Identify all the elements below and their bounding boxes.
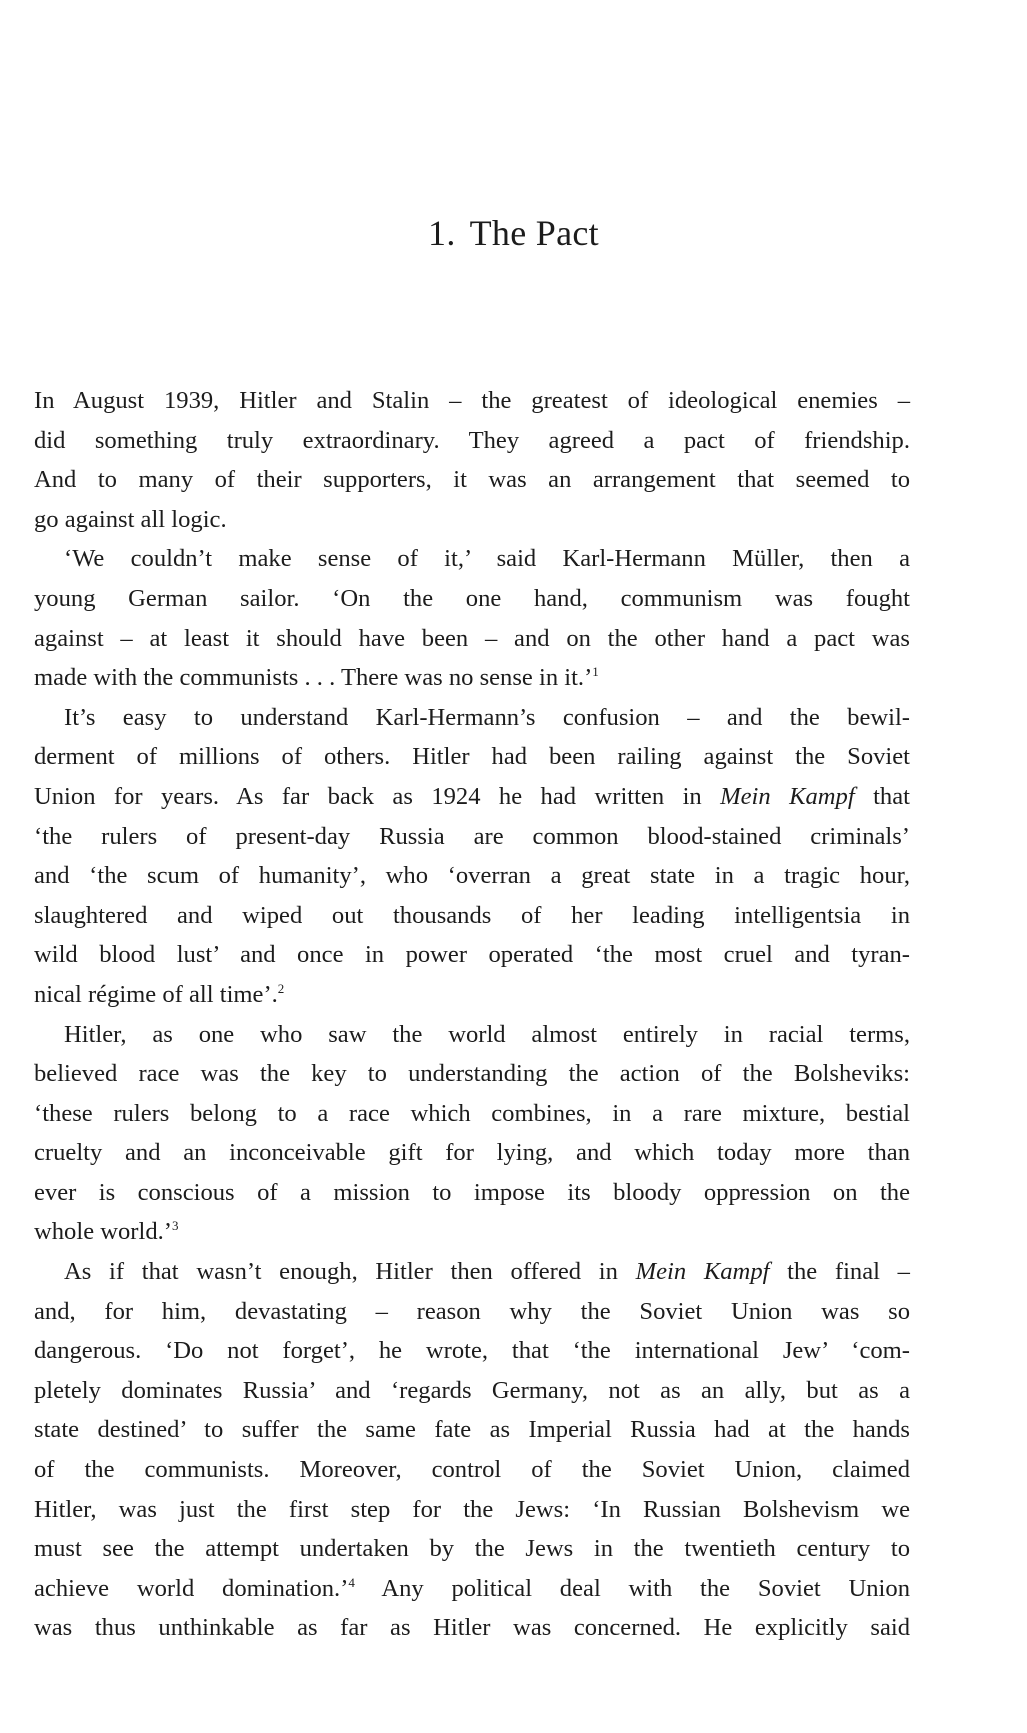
paragraph-5 bbox=[34, 1252, 910, 1648]
line-text: Any political deal with the Soviet Union bbox=[381, 1574, 910, 1602]
text-line: Hitler, as one who saw the world almost entirely in racial terms, bbox=[64, 1020, 910, 1048]
body-text bbox=[34, 381, 910, 1648]
text-line: And to many of their supporters, it was an arrangement that seemed to bbox=[34, 466, 910, 494]
text-line: wild blood lust’ and once in power operated ‘the most cruel and tyran- bbox=[34, 941, 910, 969]
text-line: dangerous. ‘Do not forget’, he wrote, that ‘the international Jew’ ‘com- bbox=[34, 1337, 910, 1365]
text-line: ever is conscious of a mission to impose its bloody oppression on the bbox=[34, 1178, 910, 1206]
text-line: Hitler, was just the first step for the Jews: ‘In Russian Bolshevism we bbox=[34, 1495, 910, 1523]
line-text: Union for years. As far back as 1924 he had written in bbox=[34, 782, 702, 810]
line-text: whole world.’ bbox=[34, 1218, 172, 1246]
footnote-ref[interactable]: 4 bbox=[348, 1574, 355, 1590]
text-line: ‘the rulers of present-day Russia are common blood-stained criminals’ bbox=[34, 822, 910, 850]
text-line bbox=[34, 1252, 910, 1292]
text-line: was thus unthinkable as far as Hitler was concerned. He explicitly said bbox=[34, 1614, 910, 1642]
line-text: made with the communists . . . There was no sense in it.’ bbox=[34, 664, 593, 692]
chapter-title: The Pact bbox=[469, 213, 599, 253]
text-line bbox=[34, 975, 910, 1015]
chapter-heading bbox=[0, 212, 1027, 254]
line-text: As if that wasn’t enough, Hitler then offered in bbox=[64, 1258, 618, 1286]
text-line: ‘these rulers belong to a race which combines, in a rare mixture, bestial bbox=[34, 1099, 910, 1127]
text-line: It’s easy to understand Karl-Hermann’s confusion – and the bewil- bbox=[64, 703, 910, 731]
text-line: did something truly extraordinary. They agreed a pact of friendship. bbox=[34, 426, 910, 454]
text-line: go against all logic. bbox=[34, 505, 227, 533]
text-line: derment of millions of others. Hitler had been railing against the Soviet bbox=[34, 743, 910, 771]
chapter-number: 1. bbox=[428, 213, 456, 253]
text-line bbox=[34, 1212, 910, 1252]
text-line bbox=[34, 1569, 910, 1609]
text-line: young German sailor. ‘On the one hand, communism was fought bbox=[34, 584, 910, 612]
text-line: must see the attempt undertaken by the Jews in the twentieth century to bbox=[34, 1535, 910, 1563]
paragraph-2 bbox=[34, 539, 910, 697]
text-line: slaughtered and wiped out thousands of her leading intelligentsia in bbox=[34, 901, 910, 929]
text-line: state destined’ to suffer the same fate as Imperial Russia had at the hands bbox=[34, 1416, 910, 1444]
book-title: Mein Kampf bbox=[720, 782, 855, 810]
footnote-ref[interactable]: 1 bbox=[592, 663, 599, 679]
text-line: In August 1939, Hitler and Stalin – the greatest of ideological enemies – bbox=[34, 387, 910, 414]
line-text: nical régime of all time’. bbox=[34, 980, 278, 1008]
text-line: believed race was the key to understanding the action of the Bolsheviks: bbox=[34, 1060, 910, 1088]
text-line: pletely dominates Russia’ and ‘regards Germany, not as an ally, but as a bbox=[34, 1376, 910, 1404]
paragraph-4 bbox=[34, 1015, 910, 1253]
line-text: that bbox=[873, 782, 910, 810]
text-line: ‘We couldn’t make sense of it,’ said Karl-Hermann Müller, then a bbox=[64, 545, 910, 573]
text-line: against – at least it should have been – and on the other hand a pact was bbox=[34, 624, 910, 652]
text-line: and ‘the scum of humanity’, who ‘overran a great state in a tragic hour, bbox=[34, 862, 910, 890]
text-line: and, for him, devastating – reason why the Soviet Union was so bbox=[34, 1297, 910, 1325]
line-text: the final – bbox=[787, 1258, 910, 1286]
paragraph-3 bbox=[34, 698, 910, 1015]
text-line bbox=[34, 777, 910, 817]
text-line bbox=[34, 658, 910, 698]
line-text: achieve world domination.’ bbox=[34, 1574, 349, 1602]
text-line: cruelty and an inconceivable gift for lying, and which today more than bbox=[34, 1139, 910, 1167]
footnote-ref[interactable]: 2 bbox=[277, 980, 285, 996]
paragraph-1 bbox=[34, 381, 910, 539]
footnote-ref[interactable]: 3 bbox=[171, 1218, 179, 1234]
book-title: Mein Kampf bbox=[635, 1258, 770, 1286]
text-line: of the communists. Moreover, control of the Soviet Union, claimed bbox=[34, 1456, 910, 1484]
